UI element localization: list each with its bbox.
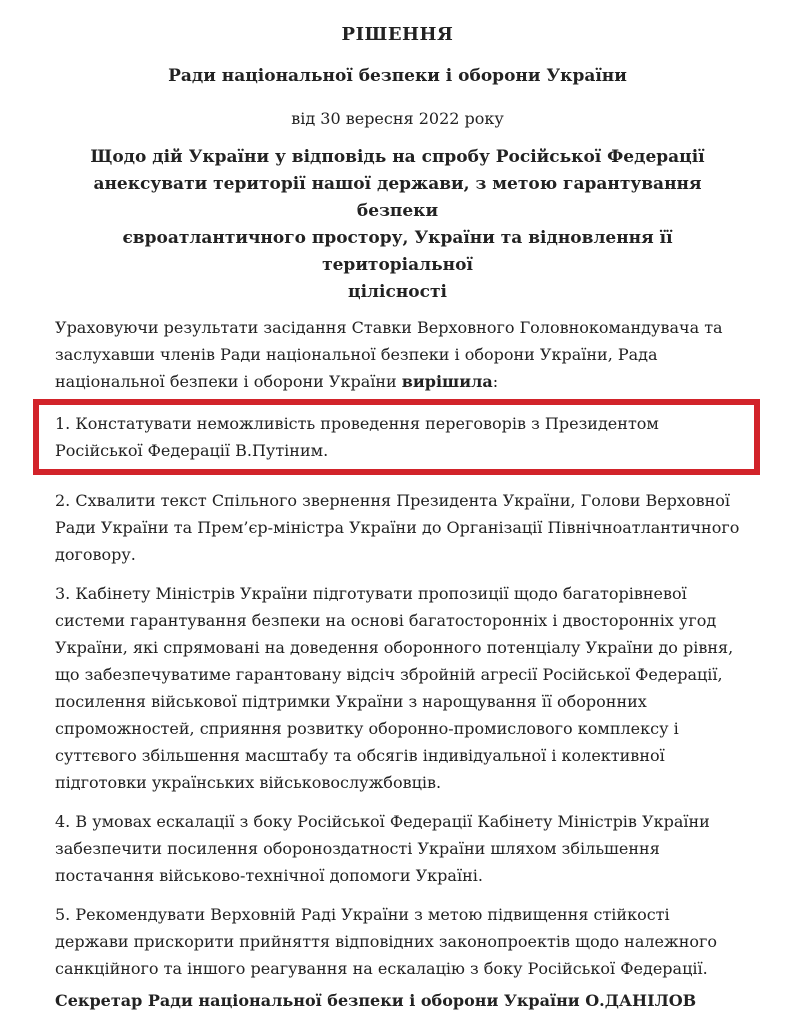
subject-line: цілісності [348, 282, 447, 302]
preamble-text: Ураховуючи результати засідання Ставки Верховного Головнокомандувача та заслухавши членів Ради національної безпеки і оборони України, Рада національної безпеки і оборони України [55, 318, 723, 391]
signature-line: Секретар Ради національної безпеки і оборони України О.ДАНІЛОВ [55, 991, 697, 1010]
decision-item-4: 4. В умовах ескалації з боку Російської Федерації Кабінету Міністрів України забезпечити посилення обороноздатності України шляхом збільшення постачання військово-технічної допомоги Україні. [55, 812, 710, 885]
document-subject [55, 144, 740, 306]
subject-line: Щодо дій України у відповідь на спробу Російської Федерації [90, 147, 705, 167]
preamble-colon: : [492, 372, 499, 391]
decision-item-2: 2. Схвалити текст Спільного звернення Президента України, Голови Верховної Ради України та Прем’єр-міністра України до Організації Північноатлантичного договору. [55, 491, 740, 564]
highlight-box [33, 399, 760, 475]
document-organization: Ради національної безпеки і оборони України [168, 66, 627, 86]
subject-line: євроатлантичного простору, України та відновлення її територіальної [122, 228, 673, 275]
document-date: від 30 вересня 2022 року [291, 109, 504, 128]
decision-item-3: 3. Кабінету Міністрів України підготувати пропозиції щодо багаторівневої системи гарантування безпеки на основі багатосторонніх і двосторонніх угод України, які спрямовані на доведення оборонного потенціалу України до рівня, що забезпечуватиме гарантовану відсіч збройній агресії Російської Федерації, посилення військової підтримки України з нарощування її оборонних спроможностей, сприяння розвитку оборонно-промислового комплексу і суттєвого збільшення масштабу та обсягів індивідуальної і колективної підготовки українських військовослужбовців. [55, 584, 734, 792]
preamble-bold-word: вирішила [401, 372, 493, 391]
decision-item-5: 5. Рекомендувати Верховній Раді України з метою підвищення стійкості держави прискорити прийняття відповідних законопроектів щодо належного санкційного та іншого реагування на ескалацію з боку Російської Федерації. [55, 905, 718, 978]
subject-line: анексувати території нашої держави, з метою гарантування безпеки [93, 174, 702, 221]
document-title: РІШЕННЯ [341, 24, 454, 45]
preamble-paragraph [55, 314, 740, 395]
decision-item-1: 1. Констатувати неможливість проведення переговорів з Президентом Російської Федерації В.Путіним. [55, 414, 659, 460]
